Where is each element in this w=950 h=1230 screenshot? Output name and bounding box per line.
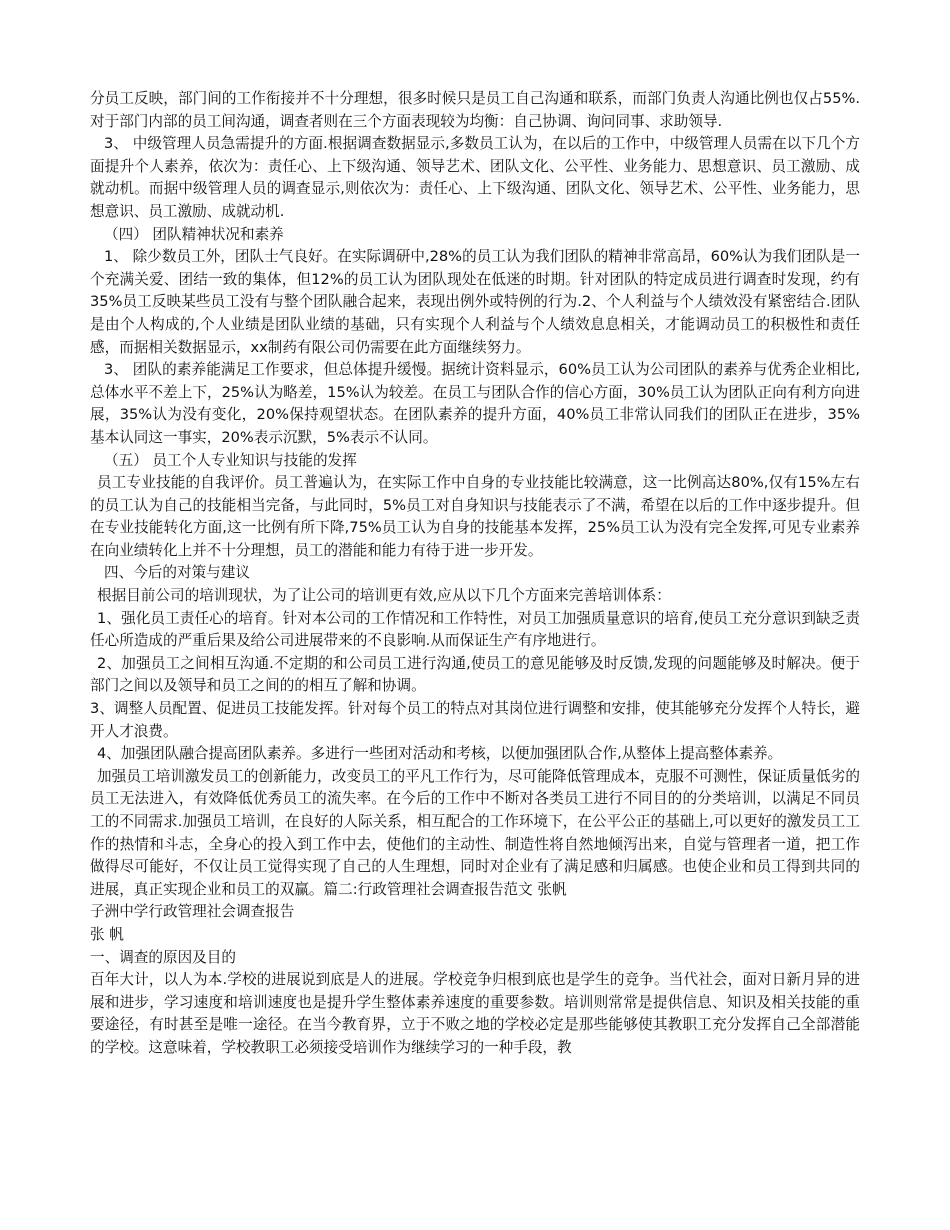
section-heading-team-spirit: （四） 团队精神状况和素养: [104, 225, 284, 243]
paragraph-middle-manager-improvement: 3、 中级管理人员急需提升的方面.根据调查数据显示,多数员工认为，在以后的工作中，中级管理人员需在以下几个方面提升个人素养，依次为：责任心、上下级沟通、领导艺术、团队文化、公平性、业务能力、思想意识、员工激励、成就动机。而据中级管理人员的调查显示,则依次为：责任心、上下级沟通、团队文化、领导艺术、公平性、业务能力，思想意识、员工激励、成就动机.: [90, 135, 860, 220]
recommendation-item-1: 1、强化员工责任心的培育。针对本公司的工作情况和工作特性，对员工加强质量意识的培育,使员工充分意识到缺乏责任心所造成的严重后果及给公司进展带来的不良影响.从而保证生产有序地进行。: [90, 609, 860, 650]
report-author: 张 帆: [90, 925, 124, 943]
report-title: 子洲中学行政管理社会调查报告: [90, 903, 295, 921]
paragraph-skill-self-evaluation: 员工专业技能的自我评价。员工普遍认为，在实际工作中自身的专业技能比较满意，这一比例高达80%,仅有15%左右的员工认为自己的技能相当完备，与此同时，5%员工对自身知识与技能表示了不满，希望在以后的工作中逐步提升。但在专业技能转化方面,这一比例有所下降,75%员工认为自身的技能基本发挥，25%员工认为没有完全发挥,可见专业素养在向业绩转化上并不十分理想，员工的潜能和能力有待于进一步开发。: [90, 474, 860, 559]
paragraph-training-intro: 根据目前公司的培训现状，为了让公司的培训更有效,应从以下几个方面来完善培训体系：: [97, 587, 671, 605]
recommendation-item-2: 2、加强员工之间相互沟通.不定期的和公司员工进行沟通,使员工的意见能够及时反馈,发现的问题能够及时解决。便于部门之间以及领导和员工之间的的相互了解和协调。: [90, 654, 860, 695]
section-heading-recommendations: 四、今后的对策与建议: [104, 564, 250, 582]
section-heading-professional-skills: （五） 员工个人专业知识与技能的发挥: [104, 451, 357, 469]
section-heading-purpose: 一、调查的原因及目的: [90, 948, 236, 966]
paragraph-dept-communication: 分员工反映，部门间的工作衔接并不十分理想，很多时候只是员工自己沟通和联系，而部门负责人沟通比例也仅占55%.对于部门内部的员工间沟通，调查者则在三个方面表现较为均衡：自己协调、询问同事、求助领导.: [90, 90, 860, 130]
paragraph-team-morale: 1、 除少数员工外，团队士气良好。在实际调研中,28%的员工认为我们团队的精神非常高昂，60%认为我们团队是一个充满关爱、团结一致的集体，但12%的员工认为团队现处在低迷的时期。针对团队的特定成员进行调查时发现，约有35%员工反映某些员工没有与整个团队融合起来，表现出例外或特例的行为.2、个人利益与个人绩效没有紧密结合.团队是由个人构成的,个人业绩是团队业绩的基础，只有实现个人利益与个人绩效息息相关，才能调动员工的积极性和责任感，而据相关数据显示，xx制药有限公司仍需要在此方面继续努力。: [90, 248, 860, 356]
paragraph-team-quality: 3、 团队的素养能满足工作要求，但总体提升缓慢。据统计资料显示，60%员工认为公司团队的素养与优秀企业相比,总体水平不差上下，25%认为略差，15%认为较差。在员工与团队合作的信心方面，30%员工认为团队正向有利方向进展，35%认为没有变化，20%保持观望状态。在团队素养的提升方面，40%员工非常认同我们的团队正在进步，35%基本认同这一事实，20%表示沉默，5%表示不认同。: [90, 361, 860, 446]
document-page: [90, 88, 860, 1060]
recommendation-item-4: 4、加强团队融合提高团队素养。多进行一些团对活动和考核，以便加强团队合作,从整体上提高整体素养。: [97, 745, 783, 763]
recommendation-item-3: 3、调整人员配置、促进员工技能发挥。针对每个员工的特点对其岗位进行调整和安排，使其能够充分发挥个人特长，避开人才浪费。: [90, 700, 860, 740]
paragraph-training-benefits: 加强员工培训激发员工的创新能力，改变员工的平凡工作行为，尽可能降低管理成本，克服不可测性，保证质量低劣的员工无法进入，有效降低优秀员工的流失率。在今后的工作中不断对各类员工进行不同目的的分类培训，以满足不同员工的不同需求.加强员工培训，在良好的人际关系，相互配合的工作环境下，在公平公正的基础上,可以更好的激发员工工作的热情和斗志，全身心的投入到工作中去，使他们的主动性、制造性将自然地倾泻出来，自觉与管理者一道，把工作做得尽可能好，不仅让员工觉得实现了自己的人生理想，同时对企业有了满足感和归属感。也使企业和员工得到共同的进展，真正实现企业和员工的双赢。篇二:行政管理社会调查报告范文 张帆: [90, 767, 860, 898]
paragraph-purpose-body: 百年大计，以人为本.学校的进展说到底是人的进展。学校竞争归根到底也是学生的竞争。当代社会，面对日新月异的进展和进步，学习速度和培训速度也是提升学生整体素养速度的重要参数。培训则常常是提供信息、知识及相关技能的重要途径，有时甚至是唯一途径。在当今教育界，立于不败之地的学校必定是那些能够使其教职工充分发挥自己全部潜能的学校。这意味着，学校教职工必须接受培训作为继续学习的一种手段，教: [90, 971, 860, 1056]
